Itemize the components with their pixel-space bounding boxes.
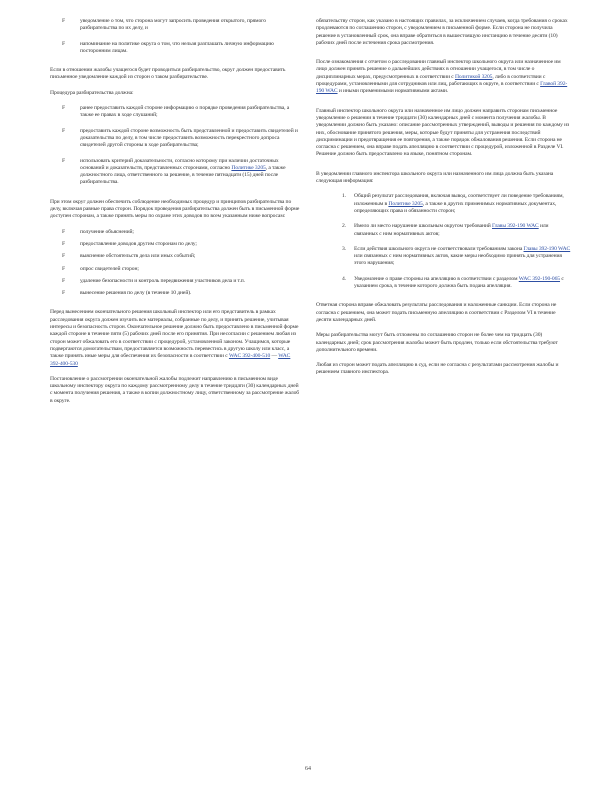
policy-3205-link[interactable]: Политике 3205 bbox=[231, 164, 266, 171]
paragraph: Процедура разбирательства должна: bbox=[50, 89, 134, 96]
list-item-text: предоставить каждой стороне возможность быть представленной и предоставить свидетелей и доказательства по делу, в том числе предоставить возможность перекрестного допроса свидетелей другой стороны в ходе разбирательства; bbox=[80, 127, 298, 149]
list-item-text: удаление безопасности и контроль передвижения участников дела и т.п. bbox=[80, 277, 245, 284]
list-item bbox=[50, 158, 300, 187]
text-run: Имело ли место нарушение школьным округом требований bbox=[354, 223, 491, 230]
paragraph: Если в отношении жалобы учащегося будет проводиться разбирательство, округ должен предоставить письменное уведомление каждой из сторон о таком разбирательстве. bbox=[50, 67, 286, 81]
wac-chapter-392-190-link[interactable]: Главы 392-190 WAC bbox=[523, 245, 571, 252]
bullet-marker: F bbox=[62, 265, 66, 272]
list-item bbox=[50, 241, 300, 248]
bullet-marker: F bbox=[62, 105, 66, 112]
list-item bbox=[50, 278, 300, 285]
wac-392-190-065-link[interactable]: WAC 392-190-065 bbox=[518, 275, 561, 282]
paragraph: Ответная сторона вправе обжаловать результаты расследования и наложенные санкции. Если сторона не согласна с решением, она может подать письменную апелляцию в соответствии с Разделом VI в течение десяти календарных дней. bbox=[316, 302, 557, 323]
left-column bbox=[50, 18, 300, 405]
list-item bbox=[50, 105, 300, 120]
text-run: Если действия школьного округа не соответствовали требованиям закона bbox=[354, 245, 523, 252]
numbered-item bbox=[316, 276, 572, 291]
item-number: 1. bbox=[342, 193, 347, 200]
list-item-text: предоставление доводов другим сторонам по делу; bbox=[80, 240, 197, 247]
numbered-item-text bbox=[354, 276, 572, 291]
paragraph: Меры разбирательства могут быть отложены по соглашению сторон не более чем на тридцать (30) календарных дней; срок рассмотрения жалобы может быть продлен, только если обстоятельства требуют дополнительного времени. bbox=[316, 332, 558, 353]
list-item-text: выяснение обстоятельств дела или иных событий; bbox=[80, 253, 196, 260]
text-run: или связанных с ним нормативных актов, какие меры необходимо принять для устранения этого нарушения; bbox=[354, 253, 562, 267]
item-number: 2. bbox=[342, 223, 347, 230]
bullet-marker: F bbox=[62, 277, 66, 284]
numbered-item bbox=[316, 223, 572, 238]
item-number: 3. bbox=[342, 245, 347, 252]
page-number: 64 bbox=[305, 766, 311, 772]
bullet-marker: F bbox=[62, 157, 66, 164]
text-run: — bbox=[270, 353, 279, 360]
text-run: или связанных с ним нормативных актов; bbox=[354, 223, 549, 237]
text-run: , а также должностного лица, ответственного за решение, в течение пятнадцати (15) дней после разбирательства. bbox=[80, 164, 286, 186]
list-item bbox=[50, 41, 300, 56]
text-run: с указанием срока, в течение которого должна быть подана апелляция. bbox=[354, 275, 564, 290]
bullet-marker: F bbox=[62, 18, 66, 24]
list-item bbox=[50, 229, 300, 236]
numbered-item-text bbox=[354, 223, 572, 238]
paragraph bbox=[316, 59, 572, 95]
numbered-item-text bbox=[354, 246, 572, 268]
list-item-text bbox=[80, 158, 300, 187]
text-run: использовать критерий доказательности, согласно которому при наличии достаточных оснований и доказательств, представленных сторонами, согласно bbox=[80, 157, 279, 171]
paragraph: Любая из сторон может подать апелляцию в суд, если не согласна с результатами рассмотрения жалобы и решением главного инспектора. bbox=[316, 362, 559, 376]
paragraph: обязательству сторон, как указано в настоящих правилах, за исключением случаев, когда требования о сроках продлеваются по соглашению сторон, с уведомлением в письменной форме. Если сторона не получила решение в установленный срок, она вправе обратиться в вышестоящую инстанцию в течение десяти (10) рабочих дней после истечения срока рассмотрения. bbox=[316, 18, 568, 46]
bullet-marker: F bbox=[62, 40, 66, 47]
paragraph: Главный инспектор школьного округа или назначенное им лицо должен направить сторонам письменное уведомление о решении в течение тридцати (30) календарных дней с момента получения жалобы. В уведомлении должно быть указано: описание рассмотренных утверждений, выводы и решения по каждому из них, обоснование принятого решения, меры, которые будут приняты для устранения последствий дискриминации и предотвращения ее повторения, а также порядок обжалования решения. Если сторона не согласна с решением, она вправе подать апелляцию в соответствии с процедурой, изложенной в Разделе VI. Решение должно быть предоставлено на языке, понятном сторонам. bbox=[316, 107, 570, 158]
list-item-text: ранее предоставить каждой стороне информацию о порядке проведения разбирательства, а также ее правах в ходе слушаний; bbox=[80, 105, 290, 119]
bullet-marker: F bbox=[62, 240, 66, 247]
paragraph: При этом округ должен обеспечить соблюдение необходимых процедур и принципов разбирательства по делу, включая равные права сторон. Порядок проведения разбирательства должен быть в письменной форме доступен сторонам, а также принять меры по охране этих доводов по всем указанным ниже вопросам: bbox=[50, 198, 300, 220]
list-item bbox=[50, 253, 300, 260]
text-run: , а также в других применимых нормативных документах, определяющих права и обязанности сторон; bbox=[354, 200, 557, 214]
list-item bbox=[50, 290, 300, 297]
text-run: Перед вынесением окончательного решения школьный инспектор или его представитель в рамках расследования округа должен изучить все материалы, собранные по делу, и принять решение, учитывая интересы и безопасность сторон. Окончательное решение должно быть предоставлено в письменной форме каждой стороне в течение пяти (5) рабочих дней после его принятия. При несогласии с решением любая из сторон может обжаловать его в соответствии с процедурой, установленной законом. Учащимся, которые подвергаются домогательствам, предоставляется возможность перевестись в другую школу или класс, а также принять иные меры для обеспечения их безопасности в соответствии с bbox=[50, 309, 299, 360]
numbered-item bbox=[316, 246, 572, 268]
text-run: и иными применимыми нормативными актами. bbox=[337, 88, 449, 95]
wac-chapter-392-190-link[interactable]: Главой 392-190 WAC bbox=[316, 81, 568, 95]
bullet-marker: F bbox=[62, 127, 66, 134]
text-run: После ознакомления с отчетом о расследовании главный инспектор школьного округа или назначенное им лицо должен принять решение о дальнейших действиях в отношении учащегося, в том числе о дисциплинарных мерах, предусмотренных в соответствии с bbox=[316, 59, 561, 80]
text-run: , либо в соответствии с процедурами, установленными для сотрудников или лиц, работающих в округе, в соответствии с bbox=[316, 73, 546, 88]
wac-392-400-510-link[interactable]: WAC 392-400-510 bbox=[228, 353, 271, 360]
list-item bbox=[50, 128, 300, 150]
list-item-text: напоминание на политике округа о том, что нельзя разглашать личную информацию посторонним лицам. bbox=[80, 40, 274, 54]
item-number: 4. bbox=[342, 275, 347, 282]
right-column bbox=[316, 18, 572, 377]
numbered-item bbox=[316, 193, 572, 215]
paragraph bbox=[50, 309, 300, 367]
wac-392-400-530-link[interactable]: WAC 392-400-530 bbox=[50, 353, 291, 367]
text-run: Общий результат расследования, включая вывод, соответствует ли поведение требованиям, изложенным в bbox=[354, 193, 564, 207]
list-item bbox=[50, 18, 300, 33]
bullet-marker: F bbox=[62, 290, 66, 297]
list-item bbox=[50, 266, 300, 273]
list-item-text: опрос свидетелей сторон; bbox=[80, 265, 139, 272]
numbered-item-text bbox=[354, 193, 572, 215]
list-item-text: вынесение решения по делу (в течение 10 дней). bbox=[80, 290, 192, 297]
list-item-text: получение объяснений; bbox=[80, 228, 134, 235]
list-item-text: уведомление о том, что сторона могут запросить проведения открытого, прямого разбирательства по их делу, и bbox=[80, 18, 266, 32]
paragraph: Постановление о рассмотрении окончательной жалобы подлежит направлению в письменном виде школьному инспектору округа по каждому рассмотренному делу в течение тридцати (30) календарных дней с момента получения решения, а также в копии должностному лицу, ответственному за рассмотрение жалоб в округе. bbox=[50, 375, 300, 404]
text-run: Уведомление о праве стороны на апелляцию в соответствии с разделом bbox=[354, 275, 518, 282]
bullet-marker: F bbox=[62, 228, 66, 235]
policy-3205-link[interactable]: Политике 3205 bbox=[388, 200, 423, 207]
wac-chapter-392-190-link[interactable]: Главы 392-190 WAC bbox=[492, 223, 539, 230]
policy-3205-link[interactable]: Политикой 3205 bbox=[454, 73, 493, 80]
bullet-marker: F bbox=[62, 253, 66, 260]
paragraph: В уведомлении главного инспектора школьного округа или назначенного им лица должна быть указана следующая информация: bbox=[316, 170, 554, 185]
